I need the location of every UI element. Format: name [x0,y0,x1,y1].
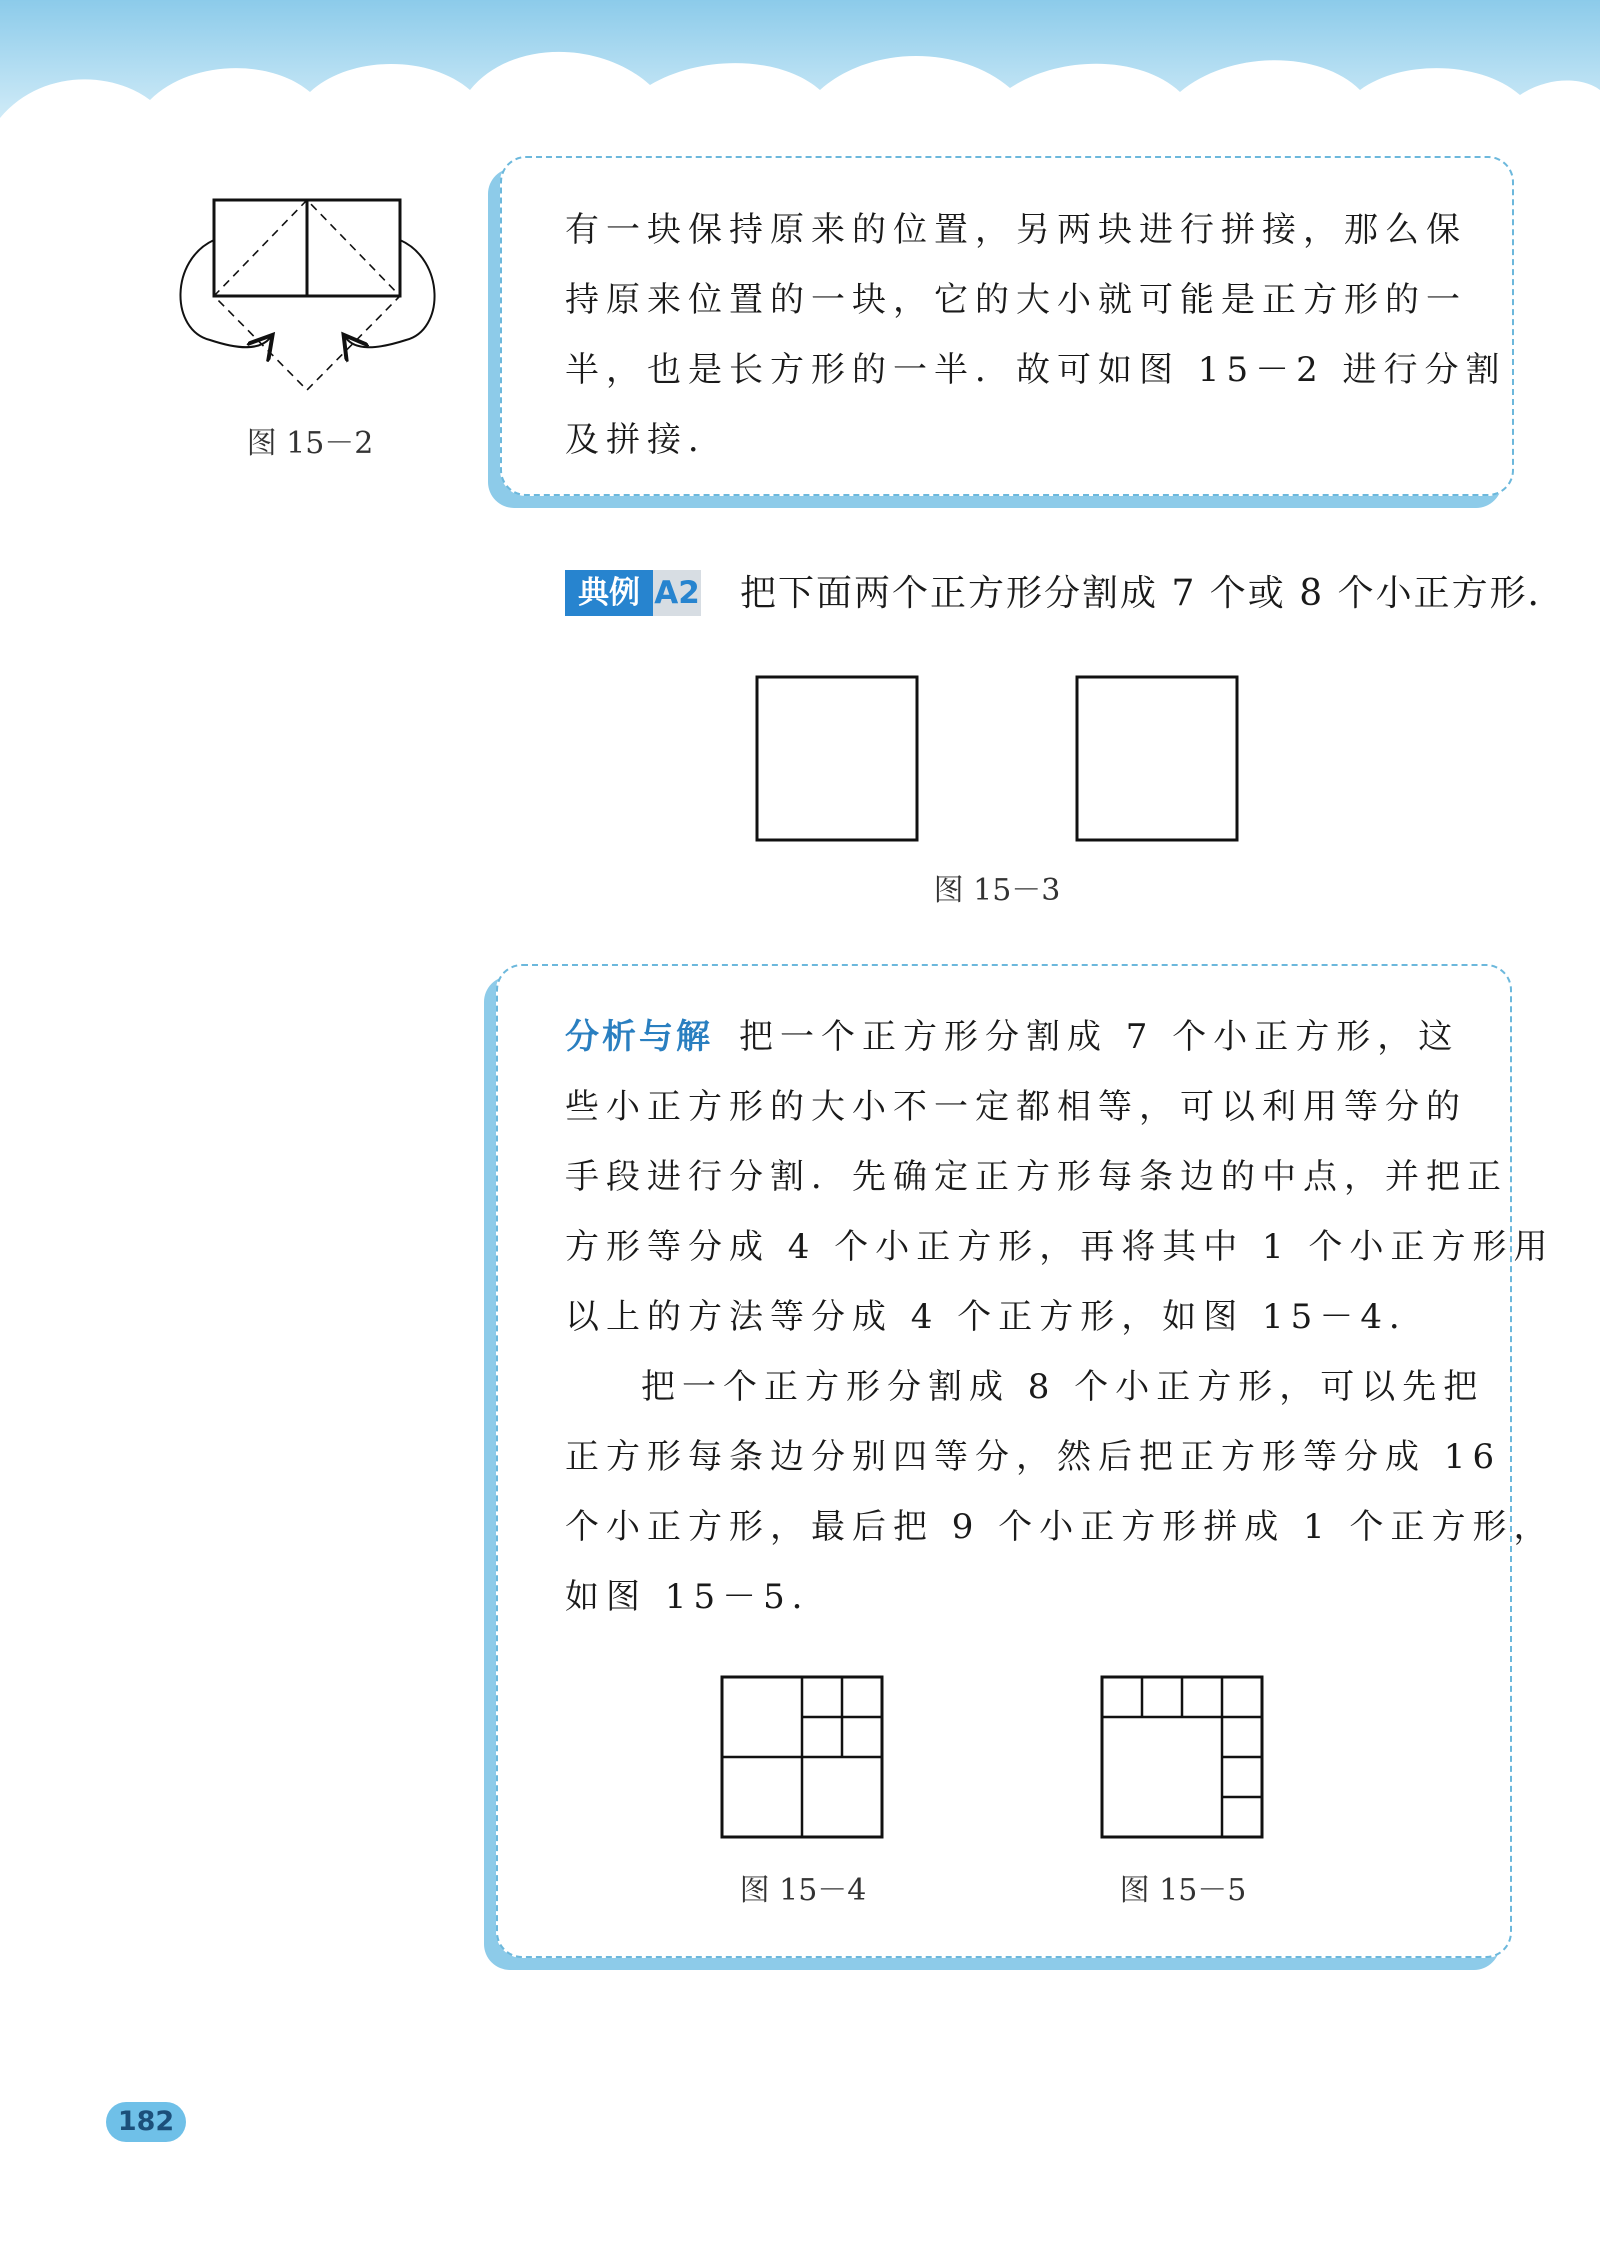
figure-15-4-caption: 图 15－4 [739,1873,867,1908]
square-right [1077,677,1237,840]
text-line: 及拼接． [565,420,729,460]
text-line: 个小正方形，最后把 9 个小正方形拼成 1 个正方形， [565,1507,1555,1547]
figure-15-2-caption: 图 15－2 [246,426,374,461]
left-arrow [180,240,270,347]
page-number: 182 [106,2102,186,2142]
text-line: 把一个正方形分割成 8 个小正方形，可以先把 [641,1367,1485,1407]
example-tag [565,570,701,616]
figure-15-2 [170,190,450,410]
right-arrow [346,240,435,347]
example-tag-label: 典例 [565,570,653,616]
figure-15-5 [1100,1675,1266,1841]
text-line: 正方形每条边分别四等分，然后把正方形等分成 16 [565,1437,1502,1477]
figure-15-3-caption: 图 15－3 [933,873,1061,908]
text-line: 如图 15－5． [565,1577,833,1617]
analysis-label: 分析与解 [565,1017,713,1057]
square-left [757,677,917,840]
text-line: 持原来位置的一块，它的大小就可能是正方形的一 [565,280,1467,320]
explanation-text [565,195,1507,475]
text-line: 半，也是长方形的一半．故可如图 15－2 进行分割 [565,350,1507,390]
text-line: 方形等分成 4 个小正方形，再将其中 1 个小正方形用 [565,1227,1555,1267]
example-tag-number: A2 [653,570,701,616]
text-line: 以上的方法等分成 4 个正方形，如图 15－4． [565,1297,1430,1337]
example-question: 把下面两个正方形分割成 7 个或 8 个小正方形． [740,573,1566,614]
figure-15-3 [755,675,1245,845]
figure-15-5-caption: 图 15－5 [1119,1873,1247,1908]
sky-banner [0,0,1600,130]
text-line: 手段进行分割．先确定正方形每条边的中点，并把正 [565,1157,1508,1197]
text-line: 有一块保持原来的位置，另两块进行拼接，那么保 [565,210,1467,250]
text-line: 把一个正方形分割成 7 个小正方形，这 [739,1017,1460,1057]
analysis-text [565,1002,1555,1632]
figure-15-4 [720,1675,886,1841]
text-line: 些小正方形的大小不一定都相等，可以利用等分的 [565,1087,1467,1127]
